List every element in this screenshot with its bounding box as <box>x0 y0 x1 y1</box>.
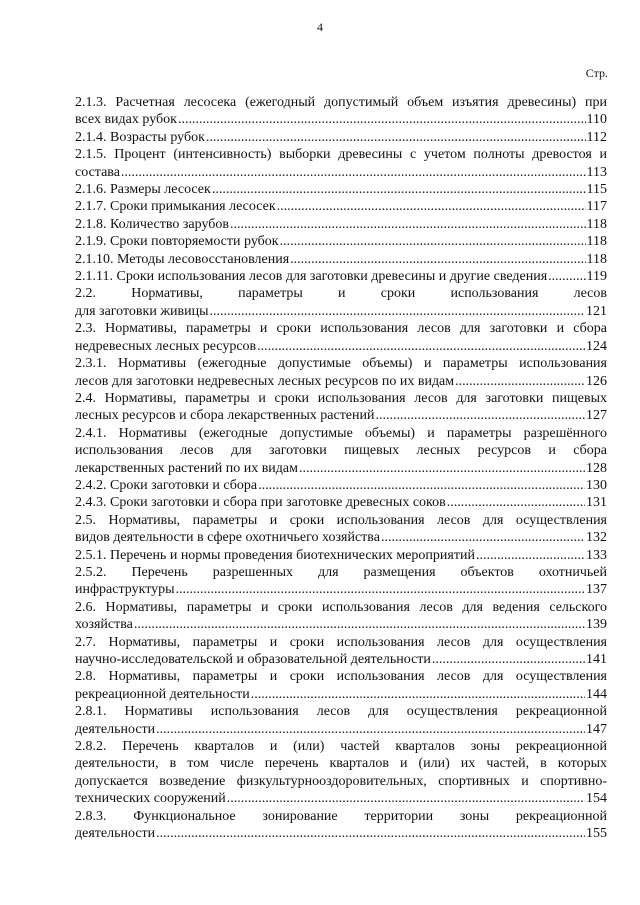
toc-entry-text-line: 2.8.3. Функциональное зонирование территории зоны рекреационной <box>75 808 607 824</box>
toc-entry-page: 132 <box>586 530 607 546</box>
toc-entry-text-line: использования лесов для заготовки пищевых лесных ресурсов и сбора <box>75 443 607 459</box>
dot-leader <box>280 233 586 250</box>
dot-leader <box>376 407 586 424</box>
toc-entry-text-line: деятельности, в том числе перечень кварталов и (или) их частей, в которых <box>75 756 607 772</box>
dot-leader <box>251 686 585 703</box>
page-column-header: Стр. <box>585 66 608 80</box>
toc-entry <box>75 129 607 146</box>
toc-entry-title: всех видах рубок <box>75 112 177 128</box>
toc-entry-page: 133 <box>586 547 607 563</box>
toc-entry <box>75 320 607 355</box>
toc-entry-page: 137 <box>586 582 607 598</box>
toc-entry <box>75 146 607 181</box>
toc-entry-title: 2.4.3. Сроки заготовки и сбора при заготовке древесных соков <box>75 495 446 511</box>
dot-leader <box>277 198 586 215</box>
toc-entry <box>75 233 607 250</box>
toc-entry-text-line: 2.6. Нормативы, параметры и сроки использования лесов для ведения сельского <box>75 599 607 615</box>
toc-entry-title: состава <box>75 164 120 180</box>
toc-entry-last-line <box>75 111 607 128</box>
toc-entry-text-line: 2.4. Нормативы, параметры и сроки использования лесов для заготовки пищевых <box>75 390 607 406</box>
page-number: 4 <box>317 20 323 34</box>
toc-entry-title: лесных ресурсов и сбора лекарственных растений <box>75 408 375 424</box>
toc-entry-text-line: 2.5.2. Перечень разрешенных для размещения объектов охотничьей <box>75 564 607 580</box>
toc-entry-title: недревесных лесных ресурсов <box>75 338 257 354</box>
toc-entry <box>75 251 607 268</box>
dot-leader <box>178 111 586 128</box>
dot-leader <box>210 303 585 320</box>
toc-entry <box>75 512 607 547</box>
toc-entry-title: научно-исследовательской и образовательной деятельности <box>75 652 431 667</box>
toc-entry-title: 2.1.9. Сроки повторяемости рубок <box>75 234 279 250</box>
toc-entry-title: деятельности <box>75 826 156 842</box>
toc-entry-last-line <box>75 616 607 633</box>
toc-entry-page: 147 <box>586 721 607 737</box>
toc-entry <box>75 425 607 477</box>
toc-entry-last-line <box>75 547 607 564</box>
toc-entry <box>75 94 607 129</box>
toc-entry-last-line <box>75 233 607 250</box>
toc-entry <box>75 477 607 494</box>
toc-entry-last-line <box>75 460 607 477</box>
toc-entry-title: лекарственных растений по их видам <box>75 460 298 476</box>
toc-entry-title: лесов для заготовки недревесных лесных ресурсов по их видам <box>75 373 455 389</box>
toc-entry <box>75 355 607 390</box>
toc-entry-page: 144 <box>586 686 607 702</box>
toc-entry-page: 119 <box>586 269 607 285</box>
toc-entry <box>75 564 607 599</box>
dot-leader <box>299 460 585 477</box>
dot-leader <box>476 547 585 564</box>
toc-entry-last-line <box>75 181 607 198</box>
toc-entry-text-line: 2.1.3. Расчетная лесосека (ежегодный допустимый объем изъятия древесины) при <box>75 95 607 110</box>
toc-entry-text-line: 2.8. Нормативы, параметры и сроки использования лесов для осуществления <box>75 669 607 685</box>
toc-entry-text-line: 2.2. Нормативы, параметры и сроки использования лесов <box>75 286 607 302</box>
toc-entry-page: 113 <box>586 164 607 180</box>
toc-entry-page: 118 <box>586 216 607 232</box>
table-of-contents <box>75 94 607 842</box>
toc-entry <box>75 738 607 808</box>
dot-leader <box>258 477 585 494</box>
dot-leader <box>134 616 585 633</box>
toc-entry-last-line <box>75 581 607 598</box>
toc-entry-last-line <box>75 164 607 181</box>
toc-entry-last-line <box>75 494 607 511</box>
toc-entry-title: 2.1.7. Сроки примыкания лесосек <box>75 199 276 215</box>
toc-entry <box>75 268 607 285</box>
dot-leader <box>432 651 585 668</box>
toc-entry-text-line: 2.5. Нормативы, параметры и сроки использования лесов для осуществления <box>75 512 607 528</box>
toc-entry-page: 131 <box>586 495 607 511</box>
toc-entry-page: 154 <box>586 791 607 807</box>
toc-entry-page: 121 <box>586 303 607 319</box>
toc-entry-last-line <box>75 686 607 703</box>
toc-entry-page: 127 <box>586 408 607 424</box>
toc-entry-page: 130 <box>586 477 607 493</box>
toc-entry-page: 118 <box>586 251 607 267</box>
toc-entry-text-line: 2.7. Нормативы, параметры и сроки использования лесов для осуществления <box>75 634 607 650</box>
toc-entry-title: 2.4.2. Сроки заготовки и сбора <box>75 477 258 493</box>
toc-entry-page: 118 <box>586 234 607 250</box>
dot-leader <box>176 581 585 598</box>
toc-entry <box>75 703 607 738</box>
toc-entry-text-line: допускается возведение физкультурнооздоровительных, спортивных и спортивно- <box>75 773 607 789</box>
toc-entry-last-line <box>75 825 607 842</box>
toc-entry-page: 115 <box>586 182 607 198</box>
dot-leader <box>447 494 585 511</box>
dot-leader <box>257 338 585 355</box>
dot-leader <box>212 181 586 198</box>
toc-entry-last-line <box>75 129 607 146</box>
toc-entry-text-line: 2.8.2. Перечень кварталов и (или) частей кварталов зоны рекреационной <box>75 739 607 755</box>
toc-entry-page: 112 <box>586 129 607 145</box>
toc-entry-title: хозяйства <box>75 617 133 633</box>
dot-leader <box>156 721 585 738</box>
toc-entry-last-line <box>75 373 607 390</box>
toc-entry-page: 128 <box>586 460 607 476</box>
toc-entry-title: 2.1.10. Методы лесовосстановления <box>75 251 290 267</box>
toc-entry-title: 2.1.8. Количество зарубов <box>75 216 229 232</box>
toc-entry <box>75 634 607 669</box>
toc-entry-title: рекреационной деятельности <box>75 686 250 702</box>
toc-entry-page: 110 <box>586 112 607 128</box>
toc-entry-title: 2.1.11. Сроки использования лесов для заготовки древесины и другие сведения <box>75 269 548 285</box>
toc-entry <box>75 216 607 233</box>
toc-entry-title: инфраструктуры <box>75 582 175 598</box>
toc-entry-last-line <box>75 477 607 494</box>
toc-entry <box>75 285 607 320</box>
toc-entry-text-line: 2.1.5. Процент (интенсивность) выборки древесины с учетом полноты древостоя и <box>75 147 607 163</box>
toc-entry-last-line <box>75 251 607 268</box>
toc-entry <box>75 390 607 425</box>
toc-entry <box>75 808 607 843</box>
dot-leader <box>290 251 585 268</box>
toc-entry <box>75 181 607 198</box>
dot-leader <box>455 373 585 390</box>
toc-entry-page: 139 <box>586 617 607 633</box>
toc-entry-last-line <box>75 721 607 738</box>
toc-entry-title: видов деятельности в сфере охотничьего хозяйства <box>75 530 380 546</box>
toc-entry-text-line: 2.8.1. Нормативы использования лесов для осуществления рекреационной <box>75 704 607 720</box>
dot-leader <box>121 164 586 181</box>
toc-entry-text-line: 2.3.1. Нормативы (ежегодные допустимые объемы) и параметры использования <box>75 356 607 372</box>
toc-entry-title: 2.1.6. Размеры лесосек <box>75 182 211 198</box>
toc-entry-page: 155 <box>586 826 607 842</box>
dot-leader <box>381 529 585 546</box>
dot-leader <box>206 129 586 146</box>
toc-entry-page: 124 <box>586 338 607 354</box>
toc-entry-last-line <box>75 529 607 546</box>
toc-entry-last-line <box>75 790 607 807</box>
toc-entry <box>75 198 607 215</box>
toc-entry-title: 2.5.1. Перечень и нормы проведения биотехнических мероприятий <box>75 547 475 563</box>
toc-entry <box>75 668 607 703</box>
toc-entry-title: деятельности <box>75 721 156 737</box>
toc-entry <box>75 547 607 564</box>
toc-entry-last-line <box>75 268 607 285</box>
toc-entry-text-line: 2.4.1. Нормативы (ежегодные допустимые объемы) и параметры разрешённого <box>75 425 607 441</box>
dot-leader <box>156 825 585 842</box>
dot-leader <box>227 790 585 807</box>
toc-entry-text-line: 2.3. Нормативы, параметры и сроки использования лесов для заготовки и сбора <box>75 321 607 337</box>
toc-entry-page: 117 <box>586 199 607 215</box>
toc-entry-page: 126 <box>586 373 607 389</box>
dot-leader <box>548 268 585 285</box>
toc-entry-last-line <box>75 303 607 320</box>
toc-entry-title: технических сооружений <box>75 791 226 807</box>
toc-entry-last-line <box>75 651 607 668</box>
toc-entry-last-line <box>75 216 607 233</box>
dot-leader <box>230 216 586 233</box>
toc-entry-title: для заготовки живицы <box>75 303 209 319</box>
toc-entry-page: 141 <box>586 652 607 667</box>
toc-entry <box>75 599 607 634</box>
toc-entry-last-line <box>75 338 607 355</box>
toc-entry <box>75 494 607 511</box>
toc-entry-last-line <box>75 407 607 424</box>
toc-entry-title: 2.1.4. Возрасты рубок <box>75 129 205 145</box>
toc-entry-last-line <box>75 198 607 215</box>
